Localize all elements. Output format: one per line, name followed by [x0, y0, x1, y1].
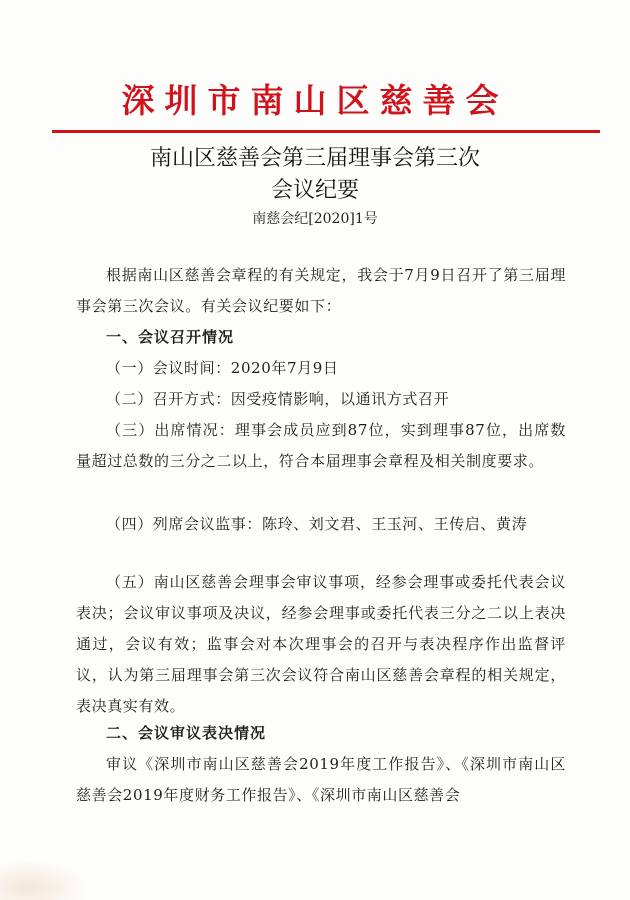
document-title-line1: 南山区慈善会第三届理事会第三次	[149, 146, 480, 171]
meeting-method-item: （二）召开方式：因受疫情影响，以通讯方式召开	[106, 390, 450, 408]
letterhead-red-rule	[52, 130, 600, 133]
document-title-line2: 会议纪要	[270, 178, 359, 203]
paper-stain	[0, 860, 90, 900]
document-number: 南慈会纪[2020]1号	[252, 211, 378, 227]
section2-body: 审议《深圳市南山区慈善会2019年度工作报告》、《深圳市南山区慈善会2019年度财务工作报告》、《深圳市南山区慈善会	[76, 755, 566, 804]
section1-heading: 一、会议召开情况	[106, 328, 235, 346]
attendance-item: （三）出席情况：理事会成员应到87位，实到理事87位，出席数量超过总数的三分之二以上，符合本届理事会章程及相关制度要求。	[76, 421, 566, 470]
supervisors-item: （四）列席会议监事：陈玲、刘文君、王玉河、王传启、黄涛	[106, 515, 528, 533]
meeting-time-item: （一）会议时间：2020年7月9日	[106, 359, 339, 377]
review-matters-item: （五）南山区慈善会理事会审议事项，经参会理事或委托代表会议表决；会议审议事项及决议，经参会理事或委托代表三分之二以上表决通过，会议有效；监事会对本次理事会的召开与表决程序作出监督评议，认为第三届理事会第三次会议符合南山区慈善会章程的相关规定，表决真实有效。	[76, 573, 566, 715]
section2-heading: 二、会议审议表决情况	[106, 724, 267, 742]
intro-paragraph: 根据南山区慈善会章程的有关规定，我会于7月9日召开了第三届理事会第三次会议。有关会议纪要如下：	[76, 266, 566, 315]
letterhead-org-name: 深圳市南山区慈善会	[121, 81, 509, 120]
